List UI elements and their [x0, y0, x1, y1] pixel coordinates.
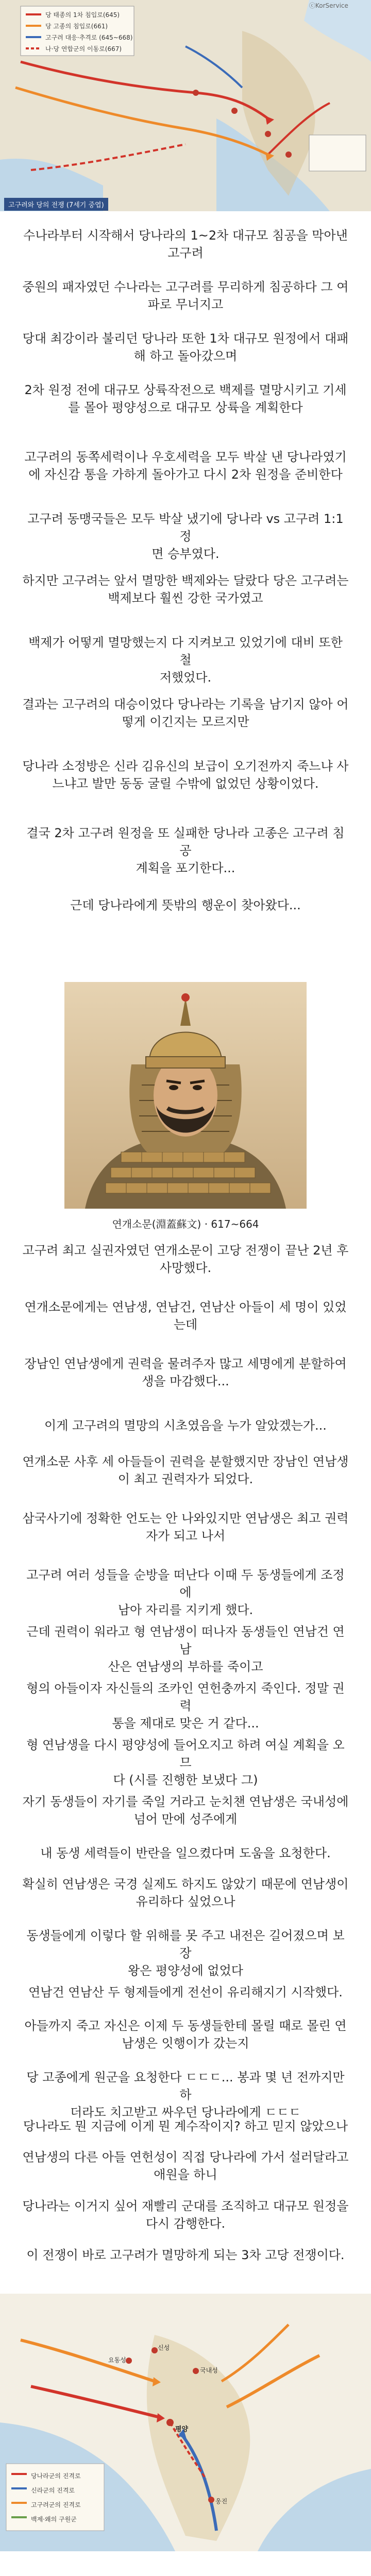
paragraph-line: 이 최고 권력자가 되었다. [117, 1472, 254, 1486]
paragraph [21, 2246, 350, 2264]
paragraph-line: 산은 연남생의 부하를 죽이고 [108, 1659, 263, 1674]
paragraph-line: 근데 당나라에게 뜻밖의 행운이 찾아왔다... [70, 898, 301, 912]
map1-caption: 고구려와 당의 전쟁 (7세기 중엽) [4, 198, 108, 211]
paragraph-line: 면 승부였다. [151, 547, 220, 561]
paragraph-line: 떻게 이긴지는 모르지만 [122, 715, 249, 729]
paragraph-line: 에 자신감 통을 가하게 돌아가고 다시 2차 원정을 준비한다 [28, 467, 343, 482]
war-map-1 [0, 0, 371, 211]
paragraph-line: 이 전쟁이 바로 고구려가 멸망하게 되는 3차 고당 전쟁이다. [26, 2248, 345, 2262]
yeon-gaesomun-portrait [64, 982, 307, 1209]
paragraph-line: 사망했다. [159, 1261, 212, 1275]
portrait-graphic [64, 982, 307, 1209]
paragraph-line: 형 연남생을 다시 평양성에 들어오지고 하려 여실 계획을 오므 [26, 1738, 345, 1770]
paragraph [21, 2197, 350, 2232]
paragraph [21, 330, 350, 365]
paragraph [21, 634, 350, 686]
paragraph [21, 510, 350, 563]
paragraph-line: 애원을 하니 [154, 2167, 217, 2182]
paragraph-line: 넘어 만에 성주에게 [133, 1812, 238, 1826]
paragraph-line: 중원의 패자였던 수나라는 고구려를 무리하게 침공하다 그 여 [22, 280, 349, 294]
portrait-caption: 연개소문(淵蓋蘇文) · 617~664 [112, 1218, 259, 1230]
paragraph [21, 1566, 350, 1619]
paragraph [21, 1927, 350, 1979]
paragraph [21, 1680, 350, 1732]
paragraph-line: 당나라는 이거지 싶어 재빨리 군대를 조직하고 대규모 원정을 [22, 2199, 349, 2213]
paragraph-line: 를 몰아 평양성으로 대규모 상륙을 계획한다 [68, 400, 303, 415]
paragraph [21, 1984, 350, 2001]
paragraph [21, 1242, 350, 1277]
paragraph [21, 1844, 350, 1862]
paragraph [21, 572, 350, 607]
paragraph [21, 1298, 350, 1333]
paragraph [21, 1453, 350, 1488]
paragraph-line: 2차 원정 전에 대규모 상륙작전으로 백제를 멸망시키고 기세 [24, 383, 347, 397]
map2-legend-item: 당나라군의 진격로 [31, 2472, 81, 2480]
paragraph-line: 생을 마감했다... [142, 1374, 229, 1388]
paragraph [21, 2117, 350, 2135]
map2-legend-item: 고구려군의 진격로 [31, 2501, 81, 2509]
paragraph-line: 확실히 연남생은 국경 실제도 하지도 않았기 때문에 연남생이 [22, 1877, 349, 1891]
map1-legend-item: 나·당 연합군의 이동로(667) [45, 45, 122, 53]
paragraph-line: 연개소문에게는 연남생, 연남건, 연남산 아들이 세 명이 있었 [24, 1300, 347, 1314]
paragraph-line: 느냐고 발만 동동 굴릴 수밖에 없었던 상황이었다. [52, 776, 319, 791]
paragraph-line: 남생은 잇행이가 갔는지 [122, 2036, 249, 2050]
paragraph [21, 824, 350, 877]
paragraph-line: 연남생의 다른 아들 연헌성이 직접 당나라에 가서 설러달라고 [22, 2150, 349, 2164]
paragraph-line: 계획을 포기한다... [136, 861, 235, 875]
paragraph [21, 381, 350, 416]
paragraph-line: 당 고종에게 원군을 요청한다 ㄷㄷㄷ... 봉과 몇 년 전까지만 하 [26, 2070, 345, 2102]
paragraph [21, 1623, 350, 1675]
paragraph-line: 다시 감행한다. [145, 2216, 226, 2231]
paragraph-line: 왕은 평양성에 없었다 [128, 1963, 243, 1978]
paragraph-line: 장남인 연남생에게 권력을 물려주자 많고 세명에게 분할하여 [24, 1357, 347, 1371]
paragraph-line: 파로 무너지고 [147, 297, 224, 312]
paragraph [21, 1417, 350, 1434]
paragraph-line: 자기 동생들이 자기를 죽일 거라고 눈치챈 연남생은 국내성에 [22, 1794, 349, 1809]
paragraph-line: 내 동생 세력들이 반란을 일으켰다며 도움을 요청한다. [40, 1846, 331, 1860]
paragraph [21, 1510, 350, 1545]
paragraph-line: 유리하다 싶었으나 [136, 1894, 235, 1909]
paragraph-line: 다 (시를 진행한 보냈다 그) [113, 1773, 258, 1787]
paragraph-line: 삼국사기에 정확한 언도는 안 나와있지만 연남생은 최고 권력 [22, 1511, 349, 1526]
paragraph [21, 1736, 350, 1789]
paragraph [21, 1875, 350, 1910]
paragraph [21, 1793, 350, 1828]
paragraph-line: 근데 권력이 워라고 형 연남생이 떠나자 동생들인 연남건 연남 [26, 1624, 345, 1656]
paragraph-line: 결과는 고구려의 대승이었다 당나라는 기록을 남기지 않아 어 [22, 697, 349, 711]
paragraph-line: 고구려 최고 실권자였던 연개소문이 고당 전쟁이 끝난 2년 후 [22, 1243, 349, 1258]
map2-place-label: 신성 [158, 2344, 170, 2351]
paragraph-line: 해 하고 돌아갔으며 [133, 349, 238, 363]
paragraph [21, 757, 350, 792]
map2-place-label: 웅진 [215, 2498, 228, 2505]
paragraph-line: 고구려 여러 성들을 순방을 떠난다 이때 두 동생들에게 조정에 [26, 1568, 345, 1600]
map2-place-label: 평양 [175, 2426, 189, 2433]
paragraph [21, 696, 350, 731]
map1-legend [45, 9, 132, 55]
map2-legend-item: 백제·왜의 구원군 [31, 2516, 77, 2523]
paragraph-line: 통을 제대로 맞은 거 같다... [112, 1716, 259, 1731]
paragraph-line: 자가 되고 나서 [145, 1529, 226, 1543]
paragraph [21, 2069, 350, 2121]
map1-legend-item: 당 태종의 1차 침입로(645) [45, 11, 120, 19]
paragraph-line: 더라도 치고받고 싸우던 당나라에게 ㄷㄷㄷ [70, 2105, 301, 2120]
map2-legend-item: 신라군의 진격로 [31, 2487, 75, 2494]
paragraph-line: 백제가 어떻게 멸망했는지 다 지켜보고 있었기에 대비 또한 철 [28, 635, 343, 667]
paragraph-line: 연남건 연남산 두 형제들에게 전선이 유리해지기 시작했다. [28, 1985, 343, 1999]
map2-place-label: 요동성 [108, 2357, 126, 2364]
paragraph-line: 하지만 고구려는 앞서 멸망한 백제와는 달랐다 당은 고구려는 [22, 573, 349, 588]
paragraph [21, 2148, 350, 2183]
paragraph-line: 백제보다 훨씬 강한 국가였고 [108, 591, 263, 605]
paragraph [21, 1355, 350, 1390]
paragraph [21, 2017, 350, 2052]
paragraph [21, 448, 350, 483]
war-map-2 [0, 2294, 371, 2551]
paragraph-line: 결국 2차 고구려 원정을 또 실패한 당나라 고종은 고구려 침공 [26, 826, 345, 858]
paragraph-line: 고구려 [167, 246, 204, 260]
paragraph-line: 이게 고구려의 멸망의 시초였음을 누가 알았겠는가... [44, 1418, 327, 1433]
paragraph [21, 278, 350, 313]
paragraph-line: 수나라부터 시작해서 당나라의 1~2차 대규모 침공을 막아낸 [23, 228, 348, 243]
paragraph-line: 연개소문 사후 세 아들들이 권력을 분할했지만 장남인 연남생 [22, 1454, 349, 1469]
paragraph-line: 아들까지 죽고 자신은 이제 두 동생들한테 몰릴 때로 몰린 연 [24, 2019, 347, 2033]
paragraph-line: 저했었다. [159, 670, 212, 685]
paragraph-line: 고구려 동맹국들은 모두 박살 냈기에 당나라 vs 고구려 1:1 정 [27, 512, 344, 544]
map2-place-label: 국내성 [200, 2367, 218, 2374]
map1-watermark: ⓒKorService [309, 2, 348, 9]
paragraph-line: 남아 자리를 지키게 했다. [117, 1603, 254, 1617]
paragraph-line: 당대 최강이라 불리던 당나라 또한 1차 대규모 원정에서 대패 [22, 331, 349, 346]
map2-legend [31, 2469, 81, 2527]
paragraph-line: 당나라도 뭔 지금에 이게 뭔 계수작이지? 하고 믿지 않았으나 [23, 2119, 348, 2133]
map1-legend-item: 고구려 대응·추격로 (645~668) [45, 34, 133, 41]
paragraph-line: 당나라 소정방은 신라 김유신의 보급이 오기전까지 죽느냐 사 [22, 759, 349, 773]
paragraph-line: 동생들에게 이렇다 할 위해를 못 주고 내전은 길어졌으며 보장 [26, 1928, 345, 1960]
map1-legend-item: 당 고종의 침입로(661) [45, 23, 108, 30]
paragraph-line: 고구려의 동쪽세력이나 우호세력을 모두 박살 낸 당나라였기 [24, 450, 347, 464]
paragraph-line: 는데 [173, 1317, 198, 1332]
paragraph [21, 227, 350, 262]
paragraph-line: 형의 아들이자 자신들의 조카인 연헌충까지 죽인다. 정말 권력 [26, 1681, 345, 1713]
paragraph [21, 896, 350, 914]
